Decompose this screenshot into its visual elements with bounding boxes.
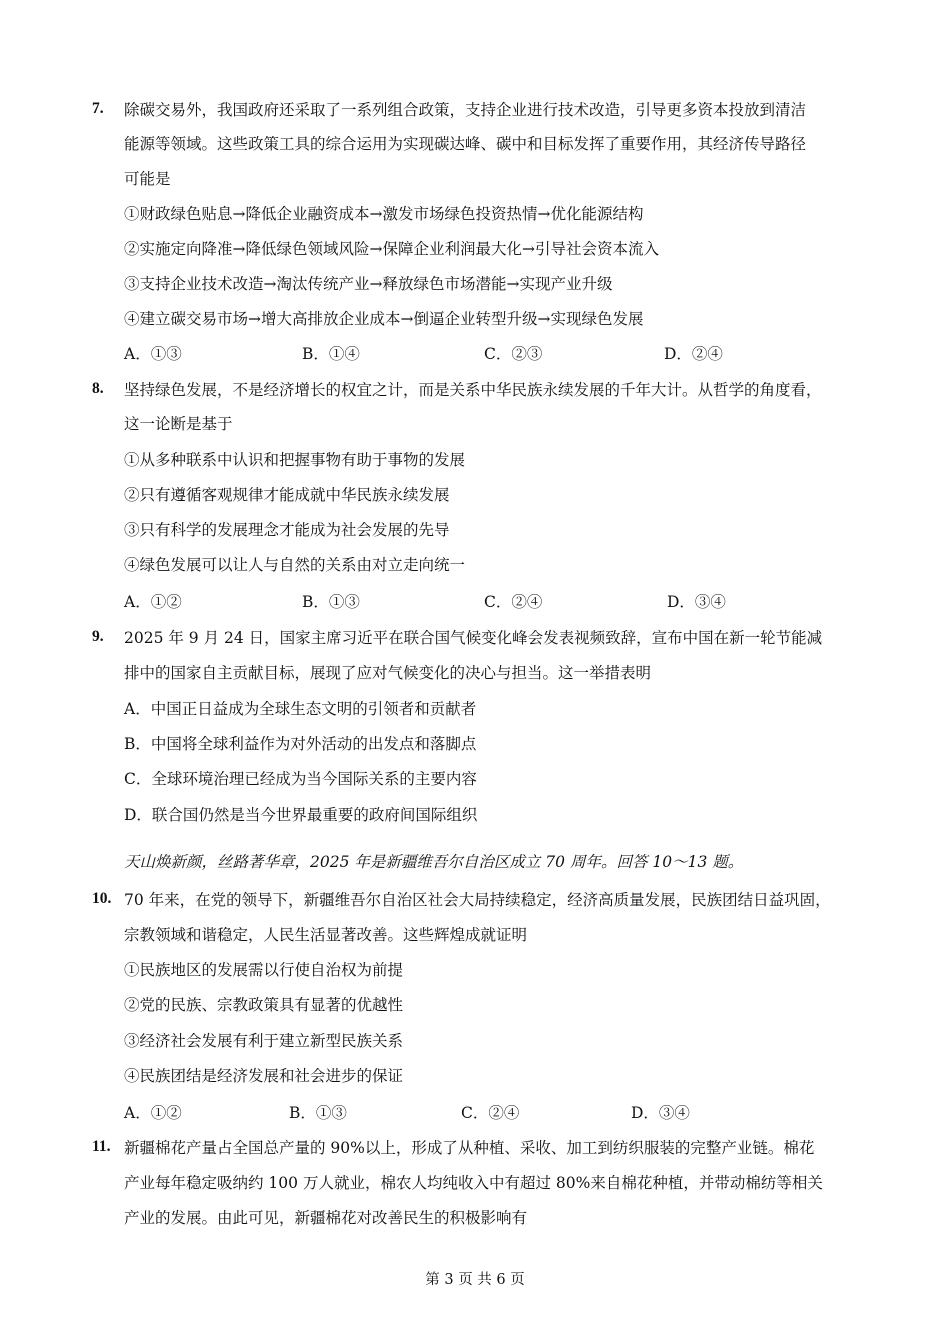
- option-statement: ①财政绿色贴息→降低企业融资成本→激发市场绿色投资热情→优化能源结构: [124, 205, 644, 223]
- question-stem-line: 能源等领域。这些政策工具的综合运用为实现碳达峰、碳中和目标发挥了重要作用，其经济传导路径: [124, 135, 807, 153]
- choice-b: B．①③: [289, 1104, 347, 1122]
- option-statement: ①民族地区的发展需以行使自治权为前提: [124, 961, 404, 979]
- option-statement: ②实施定向降准→降低绿色领域风险→保障企业利润最大化→引导社会资本流入: [124, 240, 659, 258]
- question-stem-line: 2025 年 9 月 24 日，国家主席习近平在联合国气候变化峰会发表视频致辞，宣布中国在新一轮节能减: [124, 629, 823, 647]
- option-statement: ②党的民族、宗教政策具有显著的优越性: [124, 996, 404, 1014]
- question-stem-line: 70 年来，在党的领导下，新疆维吾尔自治区社会大局持续稳定，经济高质量发展，民族团结日益巩固，: [124, 891, 831, 909]
- option-statement: ③支持企业技术改造→淘汰传统产业→释放绿色市场潜能→实现产业升级: [124, 275, 613, 293]
- choice-d: D．③④: [667, 593, 726, 611]
- question-number: 8.: [92, 380, 104, 397]
- choice-d: D．联合国仍然是当今世界最重要的政府间国际组织: [124, 806, 478, 824]
- question-stem-line: 产业每年稳定吸纳约 100 万人就业，棉农人均纯收入中有超过 80%来自棉花种植，并带动棉纺等相关: [124, 1174, 823, 1192]
- question-number: 10.: [92, 890, 112, 907]
- option-statement: ②只有遵循客观规律才能成就中华民族永续发展: [124, 486, 450, 504]
- option-statement: ③只有科学的发展理念才能成为社会发展的先导: [124, 521, 450, 539]
- option-statement: ④建立碳交易市场→增大高排放企业成本→倒逼企业转型升级→实现绿色发展: [124, 310, 644, 328]
- section-intro: 天山焕新颜，丝路著华章，2025 年是新疆维吾尔自治区成立 70 周年。回答 10～13 题。: [124, 853, 744, 871]
- choice-c: C．②④: [461, 1104, 520, 1122]
- question-number: 9.: [92, 628, 104, 645]
- choice-a: A．①③: [124, 345, 182, 363]
- choice-a: A．①②: [124, 593, 182, 611]
- choice-d: D．③④: [631, 1104, 690, 1122]
- option-statement: ④民族团结是经济发展和社会进步的保证: [124, 1067, 404, 1085]
- question-stem-line: 排中的国家自主贡献目标，展现了应对气候变化的决心与担当。这一举措表明: [124, 664, 652, 682]
- option-statement: ④绿色发展可以让人与自然的关系由对立走向统一: [124, 556, 466, 574]
- choice-c: C．②④: [484, 593, 543, 611]
- question-stem-line: 产业的发展。由此可见，新疆棉花对改善民生的积极影响有: [124, 1209, 528, 1227]
- choice-a: A．中国正日益成为全球生态文明的引领者和贡献者: [124, 700, 477, 718]
- option-statement: ③经济社会发展有利于建立新型民族关系: [124, 1032, 404, 1050]
- question-number: 7.: [92, 100, 104, 117]
- question-stem-line: 坚持绿色发展，不是经济增长的权宜之计，而是关系中华民族永续发展的千年大计。从哲学的角度看，: [124, 381, 822, 399]
- choice-a: A．①②: [124, 1104, 182, 1122]
- choice-b: B．①③: [302, 593, 360, 611]
- question-stem-line: 这一论断是基于: [124, 415, 233, 433]
- question-stem-line: 宗教领域和谐稳定，人民生活显著改善。这些辉煌成就证明: [124, 926, 528, 944]
- question-stem-line: 新疆棉花产量占全国总产量的 90%以上，形成了从种植、采收、加工到纺织服装的完整产业链。棉花: [124, 1139, 815, 1157]
- question-number: 11.: [92, 1138, 111, 1155]
- page-footer: 第 3 页 共 6 页: [425, 1272, 525, 1288]
- choice-b: B．中国将全球利益作为对外活动的出发点和落脚点: [124, 735, 477, 753]
- question-stem-line: 可能是: [124, 170, 171, 188]
- choice-c: C．②③: [484, 345, 543, 363]
- question-stem-line: 除碳交易外，我国政府还采取了一系列组合政策，支持企业进行技术改造，引导更多资本投放到清洁: [124, 101, 807, 119]
- choice-d: D．②④: [664, 345, 723, 363]
- option-statement: ①从多种联系中认识和把握事物有助于事物的发展: [124, 451, 466, 469]
- choice-c: C．全球环境治理已经成为当今国际关系的主要内容: [124, 770, 477, 788]
- choice-b: B．①④: [302, 345, 360, 363]
